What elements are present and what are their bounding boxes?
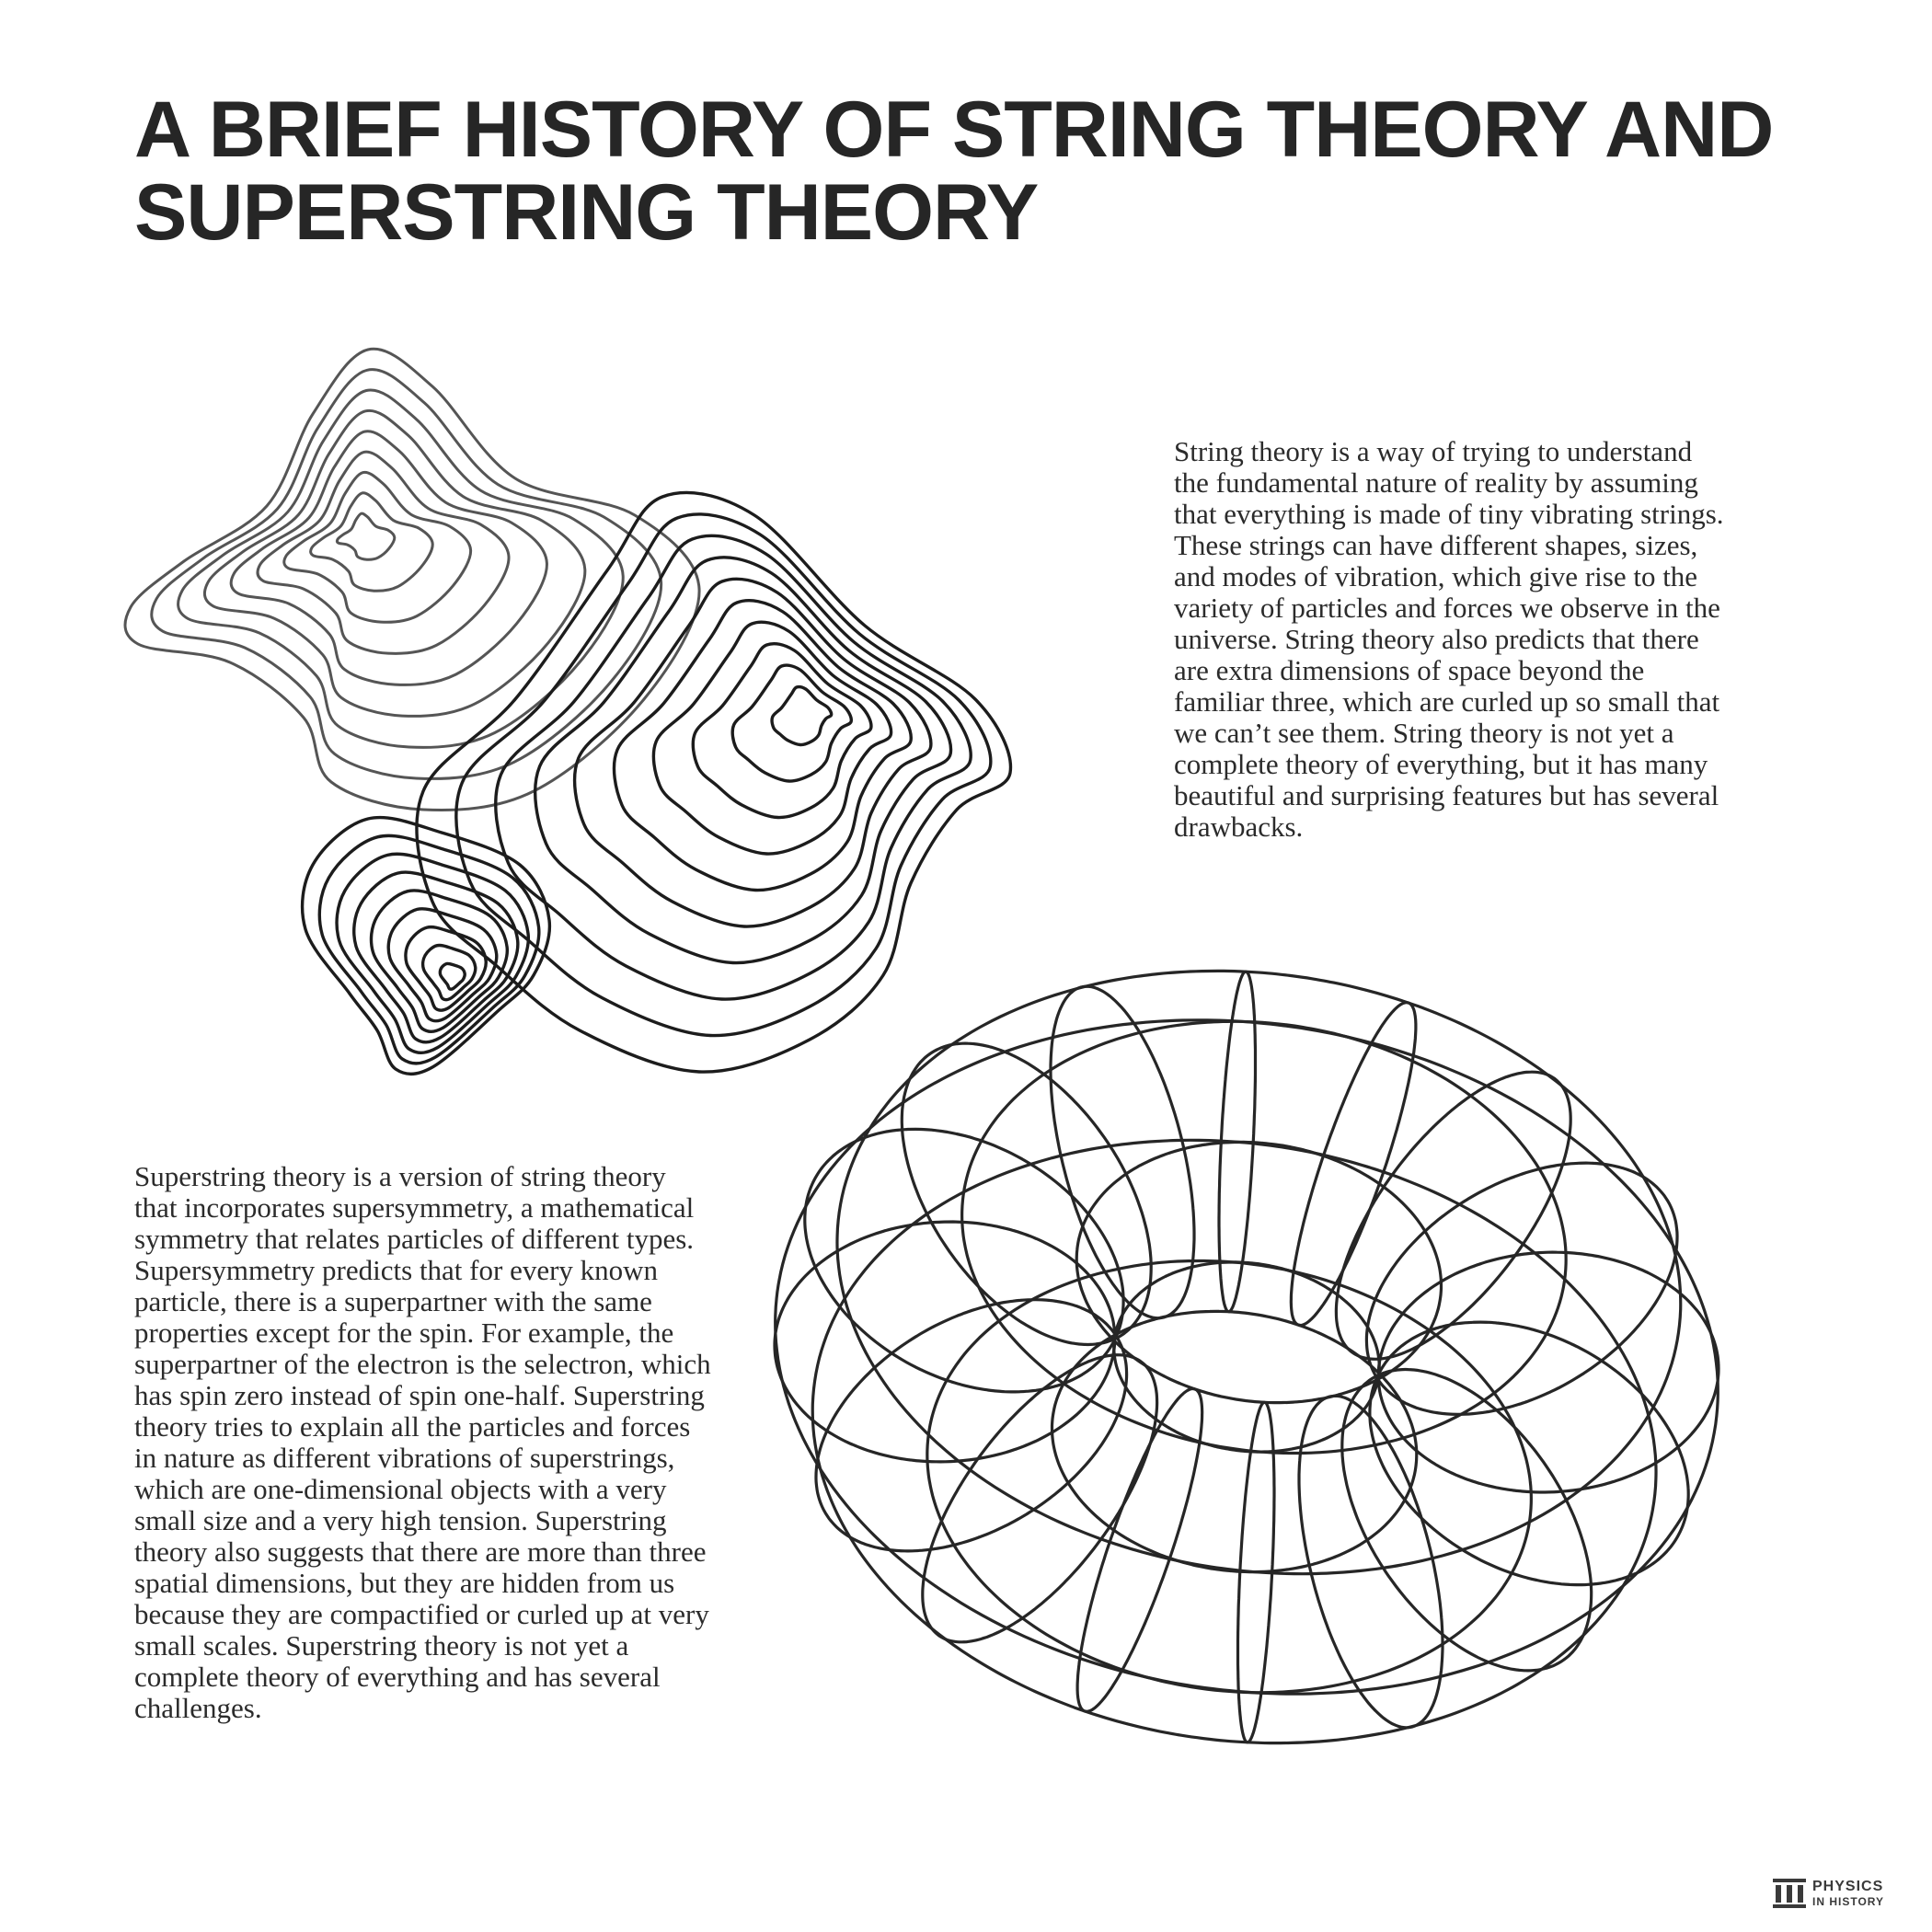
brand-logo [1772,1877,1884,1910]
torus-meridian-line [1336,1072,1570,1359]
paragraph-line: spatial dimensions, but they are hidden from us [134,1567,675,1599]
superstring-theory-paragraph [134,1161,711,1724]
torus-parallel-line [812,1140,1656,1742]
paragraph-line: variety of particles and forces we observe in the [1174,592,1720,624]
paragraph-line: that incorporates supersymmetry, a mathematical [134,1191,695,1224]
paragraph-line: These strings can have different shapes, sizes, [1174,529,1698,561]
paragraph-line: symmetry that relates particles of different types. [134,1223,695,1255]
paragraph-line: has spin zero instead of spin one-half. Superstring [134,1379,705,1411]
paragraph-line: we can’t see them. String theory is not yet a [1174,717,1674,749]
paragraph-line: complete theory of everything, but it has many [1174,748,1708,780]
torus-meridian-line [923,1355,1157,1642]
paragraph-line: Superstring theory is a version of string theory [134,1160,666,1192]
paragraph-line: that everything is made of tiny vibrating strings. [1174,498,1724,530]
paragraph-line: in nature as different vibrations of superstrings, [134,1442,675,1474]
paragraph-line: particle, there is a superpartner with the same [134,1285,652,1317]
paragraph-line: String theory is a way of trying to understand [1174,435,1693,467]
paragraph-line: small size and a very high tension. Superstring [134,1504,667,1536]
paragraph-line: properties except for the spin. For example, the [134,1317,674,1349]
string-theory-paragraph [1174,436,1724,843]
brand-text [1812,1880,1884,1907]
paragraph-line: Supersymmetry predicts that for every known [134,1254,659,1286]
paragraph-line: theory also suggests that there are more than three [134,1535,707,1568]
torus-meridian-line [816,1300,1127,1551]
torus-meridian-line [1366,1163,1677,1414]
brand-name: PHYSICS [1812,1879,1884,1894]
paragraph-line: superpartner of the electron is the selectron, which [134,1348,711,1380]
paragraph-line: familiar three, which are curled up so small that [1174,685,1720,718]
paragraph-line: because they are compactified or curled up at very [134,1598,709,1630]
paragraph-line: universe. String theory also predicts that there [1174,623,1699,655]
torus-parallel-line [776,1020,1719,1694]
torus-parallel-line [837,971,1681,1573]
paragraph-line: theory tries to explain all the particles and forces [134,1410,691,1443]
columns-building-icon [1772,1877,1807,1910]
paragraph-line: are extra dimensions of space beyond the [1174,654,1645,686]
page-title-line-2: SUPERSTRING THEORY [134,168,1039,257]
torus-lines-group [775,971,1719,1742]
paragraph-line: drawbacks. [1174,811,1304,843]
paragraph-line: challenges. [134,1692,262,1724]
paragraph-line: the fundamental nature of reality by assuming [1174,466,1698,499]
paragraph-line: complete theory of everything and has several [134,1661,661,1693]
paragraph-line: and modes of vibration, which give rise to the [1174,560,1698,592]
paragraph-line: beautiful and surprising features but has several [1174,779,1719,811]
brand-tagline: IN HISTORY [1812,1895,1885,1908]
paragraph-line: small scales. Superstring theory is not yet a [134,1629,629,1662]
paragraph-line: which are one-dimensional objects with a very [134,1473,667,1505]
page-title-line-1: A BRIEF HISTORY OF STRING THEORY AND [134,86,1774,174]
